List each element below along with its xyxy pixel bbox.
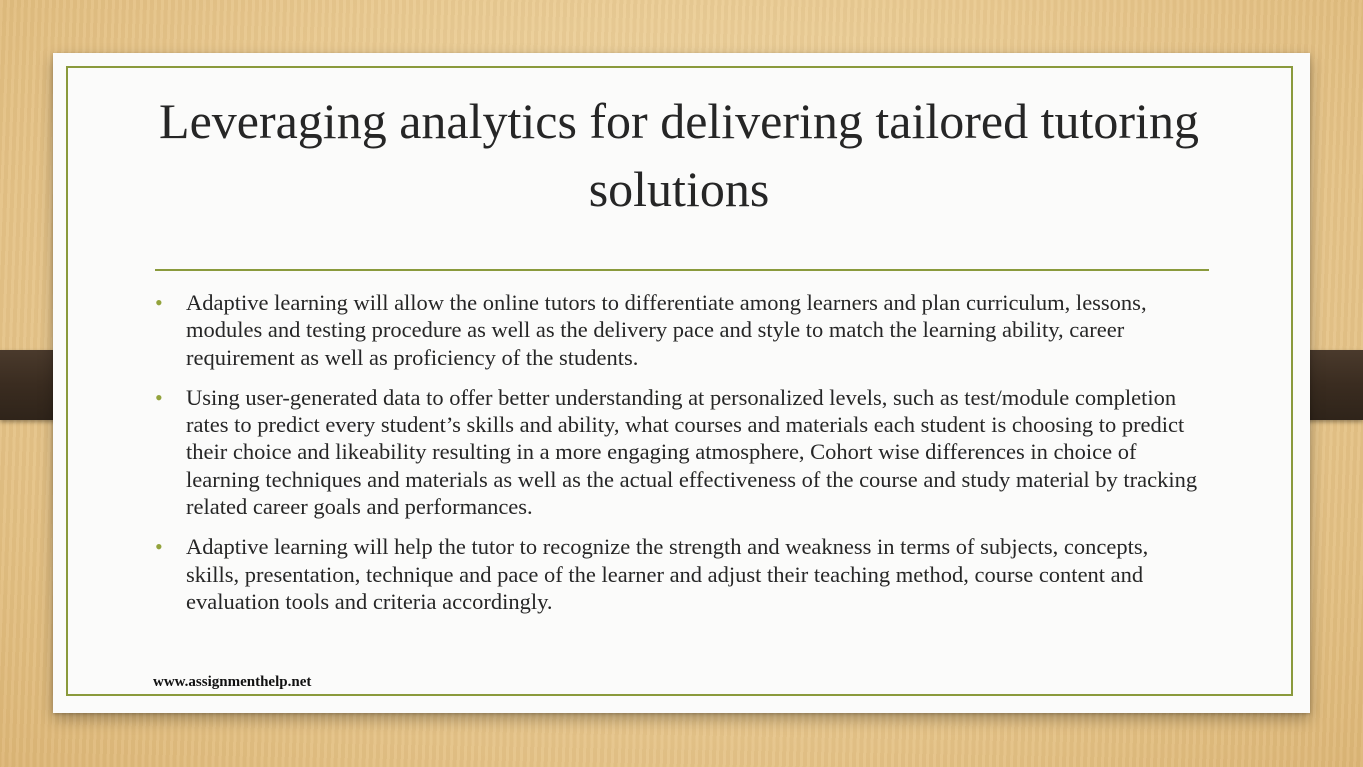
bullet-item [155,533,1205,615]
bullet-text: Adaptive learning will allow the online tutors to differentiate among learners and plan curriculum, lessons, modules and testing procedure as well as the delivery pace and style to match the learning ability, career requirement as well as proficiency of the students. [186,290,1147,370]
bullet-icon: • [155,290,163,315]
slide [53,53,1310,713]
footer-website-link[interactable]: www.assignmenthelp.net [153,674,312,690]
bullet-icon: • [155,384,163,410]
title-divider [155,269,1209,271]
bullet-item [155,384,1205,520]
bullet-item [155,289,1205,371]
bullet-text: Using user-generated data to offer better understanding at personalized levels, such as test/module completion rates to predict every student’s skills and ability, what courses and materials each student is choosing to predict their choice and likeability resulting in a more engaging atmosphere, Cohort wise differences in choice of learning techniques and materials as well as the actual effectiveness of the course and study material by tracking related career goals and performances. [186,384,1198,520]
bullet-list [155,289,1205,628]
bullet-icon: • [155,534,163,560]
bullet-text: Adaptive learning will help the tutor to recognize the strength and weakness in terms of subjects, concepts, skills, presentation, technique and pace of the learner and adjust their teaching method, course content and evaluation tools and criteria accordingly. [186,534,1149,614]
slide-title: Leveraging analytics for delivering tailored tutoring solutions [159,93,1199,217]
